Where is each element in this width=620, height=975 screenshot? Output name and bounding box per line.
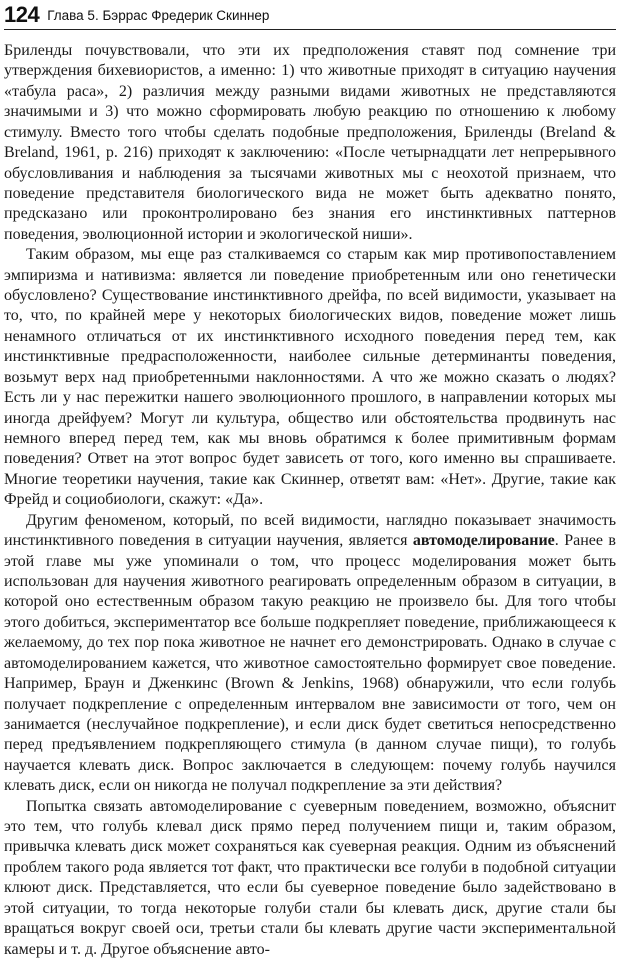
running-header <box>4 0 616 30</box>
chapter-title: Глава 5. Бэррас Фредерик Скиннер <box>47 8 270 23</box>
paragraph-1: Бриленды почувствовали, что эти их предположения ставят под сомнение три утверждения бихевиористов, а именно: 1) что животные приходят в ситуацию научения «табула раса», 2) различия между разными видами животных не представляются значимыми и 3) что можно сформировать любую реакцию по отношению к любому стимулу. Вместо того чтобы сделать подобные предположения, Бриленды (Breland & Breland, 1961, p. 216) приходят к заключению: «После четырнадцати лет непрерывного обусловливания и наблюдения за тысячами животных мы с неохотой признаем, что поведение представителя биологического вида не может быть адекватно понято, предсказано или проконтролировано без знания его инстинктивных паттернов поведения, эволюционной истории и экологической ниши». <box>4 42 616 243</box>
bold-term-automodeling: автомоделирование <box>412 532 555 550</box>
paragraph-4: Попытка связать автомоделирование с суеверным поведением, возможно, объяснит это тем, что голубь клевал диск прямо перед получением пищи и, таким образом, привычка клевать диск может сохраняться как суеверная реакция. Одним из объяснений проблем такого рода является тот факт, что практически все голуби в подобной ситуации клюют диск. Представляется, что если бы суеверное поведение было задействовано в этой ситуации, то тогда некоторые голуби стали бы клевать диск, другие стали бы вращаться вокруг своей оси, третьи стали бы клевать другие части экспериментальной камеры и т. д. Другое объяснение авто- <box>4 797 616 958</box>
paragraph-2: Таким образом, мы еще раз сталкиваемся со старым как мир противопоставлением эмпиризма и нативизма: является ли поведение приобретенным или оно генетически обусловлено? Существование инстинктивного дрейфа, по всей видимости, указывает на то, что, по крайней мере у некоторых биологических видов, поведение может лишь ненамного отличаться от их инстинктивного исходного поведения перед тем, как инстинктивные предрасположенности, наиболее сильные детерминанты поведения, возьмут верх над приобретенными наклонностями. А что же можно сказать о людях? Есть ли у нас пережитки нашего эволюционного прошлого, в направлении которых мы иногда дрейфуем? Могут ли культура, общество или обстоятельства продвинуть нас немного вперед перед тем, как мы вновь обратимся к более примитивным формам поведения? Ответ на этот вопрос будет зависеть от того, кого именно вы спрашиваете. Многие теоретики научения, такие как Скиннер, ответят вам: «Нет». Другие, такие как Фрейд и социобиологи, скажут: «Да». <box>4 246 616 509</box>
body-text <box>4 41 616 960</box>
paragraph-3-text-before: Другим феноменом, который, по всей видимости, наглядно показывает значимость инстинктивного поведения в ситуации научения, является <box>4 511 616 550</box>
paragraph-3 <box>4 511 616 797</box>
page-number: 124 <box>4 2 40 27</box>
paragraph-3-text-after: . Ранее в этой главе мы уже упоминали о том, что процесс моделирования может быть использован для научения животного реагировать определенным образом в ситуации, в которой оно естественным образом такую реакцию не произвело бы. Для того чтобы этого добиться, экспериментатор все больше подкрепляет поведение, приближающееся к желаемому, до тех пор пока животное не начнет его демонстрировать. Однако в случае с автомоделированием кажется, что животное самостоятельно формирует свое поведение. Например, Браун и Дженкинс (Brown & Jenkins, 1968) обнаружили, что если голубь получает подкрепление с определенным интервалом вне зависимости от того, чем он занимается (неслучайное подкрепление), и если диск будет светиться непосредственно перед предъявлением подкрепляющего стимула (в данном случае пищи), то голубь научается клевать диск. Вопрос заключается в следующем: почему голубь научился клевать диск, если он никогда не получал подкрепление за эти действия? <box>4 532 616 795</box>
